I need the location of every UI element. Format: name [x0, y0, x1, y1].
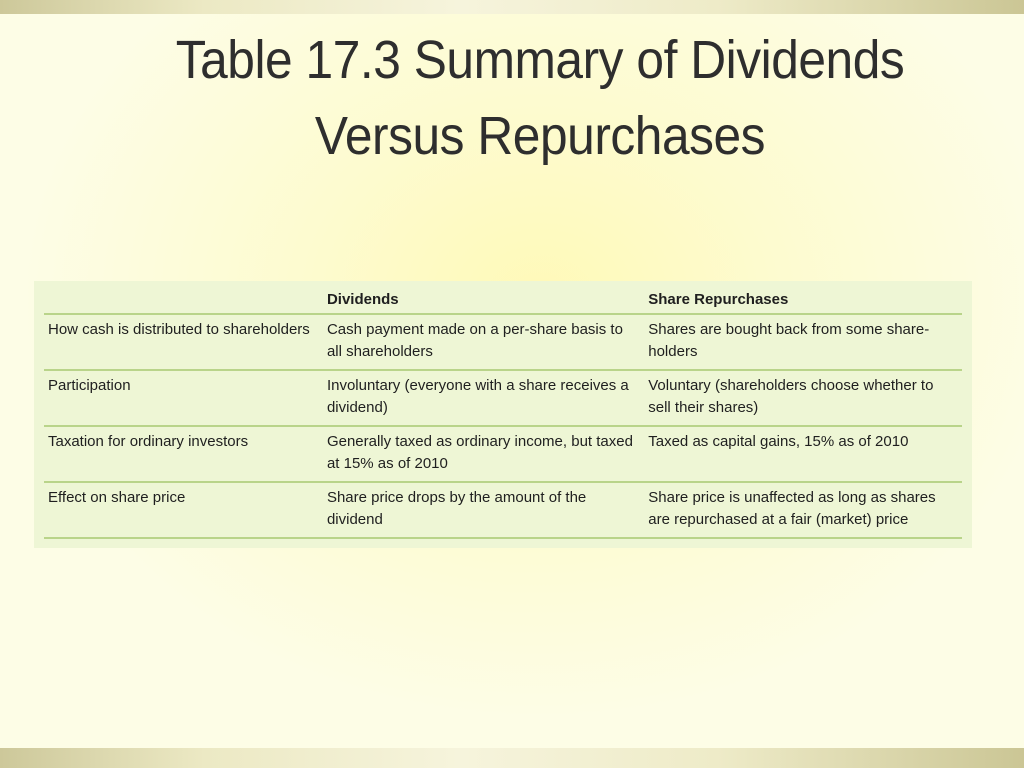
- header-cell-dividends: Dividends: [326, 291, 399, 308]
- dividends-cell: Generally taxed as ordinary income, but taxed at 15% as of 2010: [326, 433, 633, 472]
- dividends-cell: Share price drops by the amount of the dividend: [326, 489, 587, 528]
- header-cell-empty: [44, 287, 323, 314]
- table-row: [44, 370, 962, 426]
- repurchases-cell: Shares are bought back from some share-holders: [648, 321, 930, 360]
- repurchases-cell: Share price is unaffected as long as shares are repurchased at a fair (market) price: [648, 489, 936, 528]
- table-row: [44, 426, 962, 482]
- top-decorative-band: [0, 0, 1024, 14]
- row-label: Participation: [48, 377, 131, 394]
- slide-title-line-1: Table 17.3 Summary of Dividends: [175, 30, 905, 90]
- slide-title: [98, 22, 981, 174]
- repurchases-cell: Voluntary (shareholders choose whether to sell their shares): [648, 377, 934, 416]
- dividends-cell: Involuntary (everyone with a share receives a dividend): [326, 377, 629, 416]
- table-row: [44, 482, 962, 538]
- table-row: [44, 314, 962, 370]
- table-header-row: [44, 287, 962, 314]
- repurchases-cell: Taxed as capital gains, 15% as of 2010: [648, 433, 909, 450]
- bottom-decorative-band: [0, 748, 1024, 768]
- slide-title-line-2: Versus Repurchases: [314, 106, 766, 166]
- comparison-table-panel: [34, 281, 972, 548]
- row-label: Effect on share price: [48, 489, 186, 506]
- dividends-vs-repurchases-table: [44, 287, 962, 539]
- dividends-cell: Cash payment made on a per-share basis to all shareholders: [326, 321, 623, 360]
- header-cell-share-repurchases: Share Repurchases: [648, 291, 789, 308]
- row-label: How cash is distributed to shareholders: [48, 321, 310, 338]
- row-label: Taxation for ordinary investors: [48, 433, 249, 450]
